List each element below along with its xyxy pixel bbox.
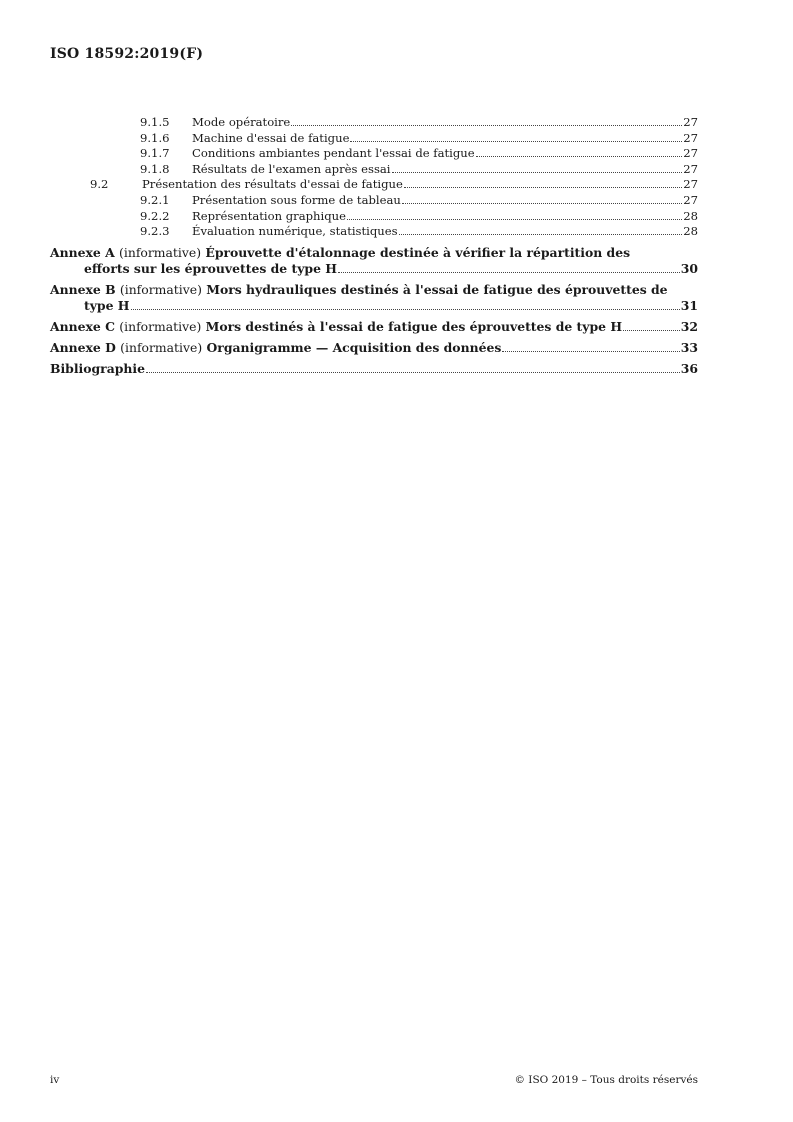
toc-entry-number: 9.1.6 [140, 130, 170, 145]
toc-entry-9-2-3[interactable] [50, 224, 698, 240]
toc-entry-title: Représentation graphique [192, 208, 346, 223]
toc-annex-c[interactable] [50, 319, 698, 335]
copyright-notice: © ISO 2019 – Tous droits réservés [514, 1074, 698, 1086]
toc-entry-page: 28 [683, 224, 698, 239]
toc-entry-number: 9.1.8 [140, 161, 170, 176]
table-of-contents [50, 115, 698, 377]
toc-entry-9-2-1[interactable] [50, 193, 698, 209]
dot-leader [402, 202, 682, 204]
annex-label: Annexe D [50, 339, 116, 355]
dot-leader [146, 371, 680, 373]
annex-type: (informative) [119, 318, 202, 334]
annex-page: 33 [680, 339, 698, 355]
toc-entry-title: Évaluation numérique, statistiques [192, 224, 398, 239]
toc-entry-number: 9.1.5 [140, 115, 170, 129]
toc-entry-page: 27 [683, 177, 698, 192]
annex-page: 31 [680, 297, 698, 313]
toc-entry-9-1-6[interactable] [50, 131, 698, 147]
annex-title-line1: Mors hydrauliques destinés à l'essai de fatigue des éprouvettes de [206, 281, 668, 297]
dot-leader [291, 124, 682, 126]
toc-annex-b[interactable] [50, 282, 698, 314]
toc-annex-a[interactable] [50, 245, 698, 277]
bibliography-page: 36 [680, 360, 698, 376]
toc-entry-title: Machine d'essai de fatigue [192, 130, 350, 145]
dot-leader [350, 140, 682, 142]
toc-entry-9-2[interactable] [50, 177, 698, 193]
toc-entry-page: 27 [683, 146, 698, 161]
annex-type: (informative) [119, 281, 202, 297]
document-id: ISO 18592:2019(F) [50, 46, 204, 62]
annex-type: (informative) [119, 244, 202, 260]
toc-entry-page: 27 [683, 115, 698, 129]
toc-entry-title: Présentation sous forme de tableau [192, 192, 401, 207]
toc-entry-9-1-8[interactable] [50, 162, 698, 178]
dot-leader [502, 350, 679, 352]
toc-entry-page: 27 [683, 161, 698, 176]
dot-leader [623, 329, 680, 331]
annex-page: 30 [680, 260, 698, 276]
annex-title-line2: efforts sur les éprouvettes de type H [84, 260, 337, 276]
toc-entry-number: 9.2.1 [140, 192, 170, 207]
annex-title: Organigramme — Acquisition des données [206, 339, 502, 355]
toc-bibliography[interactable] [50, 361, 698, 377]
dot-leader [338, 271, 680, 273]
toc-entry-number: 9.1.7 [140, 146, 170, 161]
annex-title-line1: Éprouvette d'étalonnage destinée à vérifier la répartition des [205, 244, 631, 260]
toc-annex-d[interactable] [50, 340, 698, 356]
annex-title-line2: type H [84, 297, 130, 313]
annex-title: Mors destinés à l'essai de fatigue des éprouvettes de type H [205, 318, 623, 334]
toc-entry-title: Conditions ambiantes pendant l'essai de fatigue [192, 146, 475, 161]
toc-entry-9-1-7[interactable] [50, 146, 698, 162]
dot-leader [404, 186, 682, 188]
annex-label: Annexe C [50, 318, 115, 334]
toc-entry-page: 27 [683, 192, 698, 207]
dot-leader [392, 171, 683, 173]
dot-leader [347, 218, 682, 220]
bibliography-title: Bibliographie [50, 360, 146, 376]
toc-entry-number: 9.2.3 [140, 224, 170, 239]
toc-entry-9-2-2[interactable] [50, 209, 698, 225]
dot-leader [476, 155, 683, 157]
dot-leader [399, 233, 683, 235]
toc-entry-title: Résultats de l'examen après essai [192, 161, 391, 176]
annex-type: (informative) [120, 339, 203, 355]
annex-page: 32 [680, 318, 698, 334]
annex-label: Annexe A [50, 244, 115, 260]
page-number: iv [50, 1074, 60, 1086]
toc-entry-9-1-5[interactable] [50, 115, 698, 131]
toc-entry-page: 28 [683, 208, 698, 223]
dot-leader [131, 308, 680, 310]
toc-entry-title: Mode opératoire [192, 115, 291, 129]
toc-entry-number: 9.2 [90, 177, 109, 192]
toc-entry-number: 9.2.2 [140, 208, 170, 223]
toc-entry-page: 27 [683, 130, 698, 145]
toc-entry-title: Présentation des résultats d'essai de fatigue [142, 177, 403, 192]
annex-label: Annexe B [50, 281, 116, 297]
